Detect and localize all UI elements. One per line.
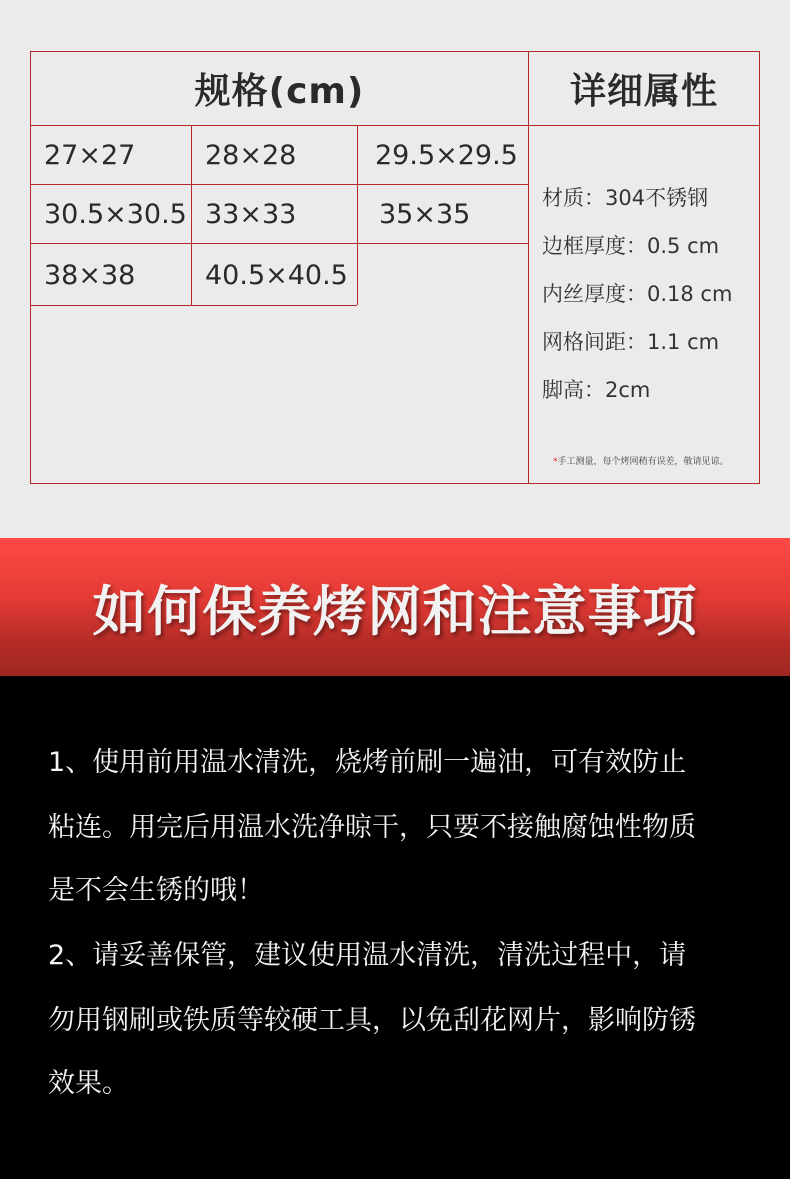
size-cell: 40.5×40.5 (205, 259, 348, 291)
measurement-note (553, 454, 729, 467)
banner-title: 如何保养烤网和注意事项 (92, 579, 698, 643)
size-cell: 35×35 (379, 198, 471, 230)
divider (191, 125, 192, 305)
note-line: 勿用钢刷或铁质等较硬工具，以免刮花网片，影响防锈 (48, 1005, 696, 1036)
attribute-foot-height: 脚高：2cm (542, 378, 651, 402)
size-cell: 38×38 (44, 259, 136, 291)
divider (357, 125, 358, 305)
size-cell: 27×27 (44, 139, 136, 171)
note-line: 粘连。用完后用温水洗净晾干，只要不接触腐蚀性物质 (48, 812, 696, 843)
attribute-frame-thickness: 边框厚度：0.5 cm (542, 234, 720, 258)
note-line: 效果。 (48, 1068, 129, 1099)
care-notes (0, 676, 790, 1179)
divider (31, 305, 357, 306)
divider (31, 243, 528, 244)
attributes-header: 详细属性 (569, 71, 718, 112)
attribute-wire-thickness: 内丝厚度：0.18 cm (542, 282, 733, 306)
care-banner (0, 538, 790, 676)
size-cell: 28×28 (205, 139, 297, 171)
attribute-grid-spacing: 网格间距：1.1 cm (542, 330, 720, 354)
note-text: 手工测量，每个烤网稍有误差，敬请见谅。 (557, 457, 729, 467)
size-cell: 30.5×30.5 (44, 198, 187, 230)
attribute-material: 材质：304不锈钢 (542, 186, 709, 210)
note-star: * (553, 457, 558, 467)
note-line: 1、使用前用温水清洗，烧烤前刷一遍油，可有效防止 (48, 747, 687, 778)
sizes-header: 规格(cm) (194, 71, 365, 112)
note-line: 是不会生锈的哦！ (48, 875, 264, 906)
size-cell: 29.5×29.5 (375, 139, 518, 171)
spec-table (30, 51, 760, 484)
note-line: 2、请妥善保管，建议使用温水清洗，清洗过程中，请 (48, 940, 687, 971)
size-cell: 33×33 (205, 198, 297, 230)
